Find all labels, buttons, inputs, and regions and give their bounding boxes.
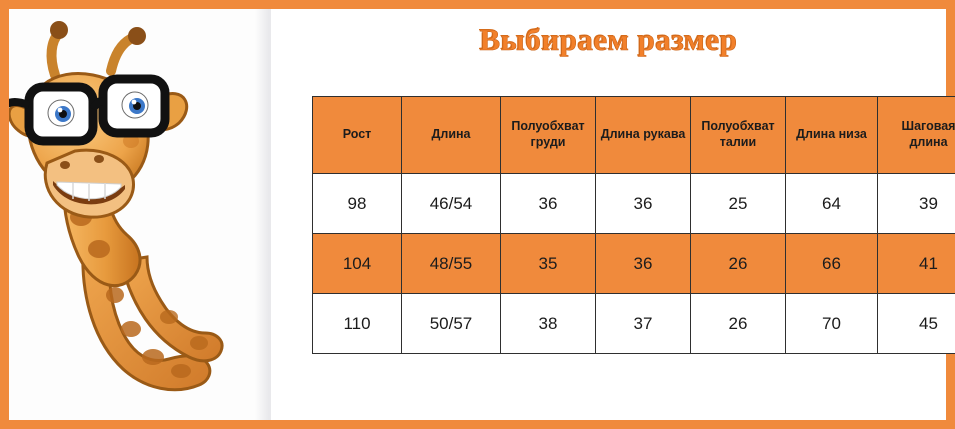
table-header-row (313, 97, 955, 174)
table-cell: 45 (878, 294, 955, 354)
illustration-panel (9, 9, 271, 420)
table-cell: 25 (691, 174, 786, 234)
table-header-cell: Длина рукава (596, 97, 691, 174)
table-cell: 48/55 (402, 234, 501, 294)
table-cell: 70 (786, 294, 878, 354)
table-header-cell: Полуобхват талии (691, 97, 786, 174)
table-header-cell: Длина низа (786, 97, 878, 174)
table-cell: 46/54 (402, 174, 501, 234)
table-header-cell: Длина (402, 97, 501, 174)
table-cell: 36 (596, 174, 691, 234)
table-cell: 26 (691, 294, 786, 354)
table-cell: 26 (691, 234, 786, 294)
table-header-cell: Полуобхват груди (501, 97, 596, 174)
table-cell: 66 (786, 234, 878, 294)
panel-divider (269, 9, 271, 420)
table-cell: 110 (313, 294, 402, 354)
table-cell: 104 (313, 234, 402, 294)
eyeglasses (9, 79, 165, 141)
table-cell: 36 (501, 174, 596, 234)
table-row (313, 174, 955, 234)
giraffe-illustration (9, 13, 271, 413)
page-title: Выбираем размер (479, 22, 738, 57)
panel-shadow (255, 9, 269, 420)
table-cell: 36 (596, 234, 691, 294)
table-cell: 41 (878, 234, 955, 294)
table-cell: 38 (501, 294, 596, 354)
table-cell: 39 (878, 174, 955, 234)
table-cell: 64 (786, 174, 878, 234)
table-row (313, 234, 955, 294)
table-cell: 98 (313, 174, 402, 234)
size-table (312, 96, 955, 354)
table-cell: 50/57 (402, 294, 501, 354)
table-header-cell: Рост (313, 97, 402, 174)
table-cell: 37 (596, 294, 691, 354)
table-header-cell: Шаговая длина (878, 97, 955, 174)
table-row (313, 294, 955, 354)
table-cell: 35 (501, 234, 596, 294)
